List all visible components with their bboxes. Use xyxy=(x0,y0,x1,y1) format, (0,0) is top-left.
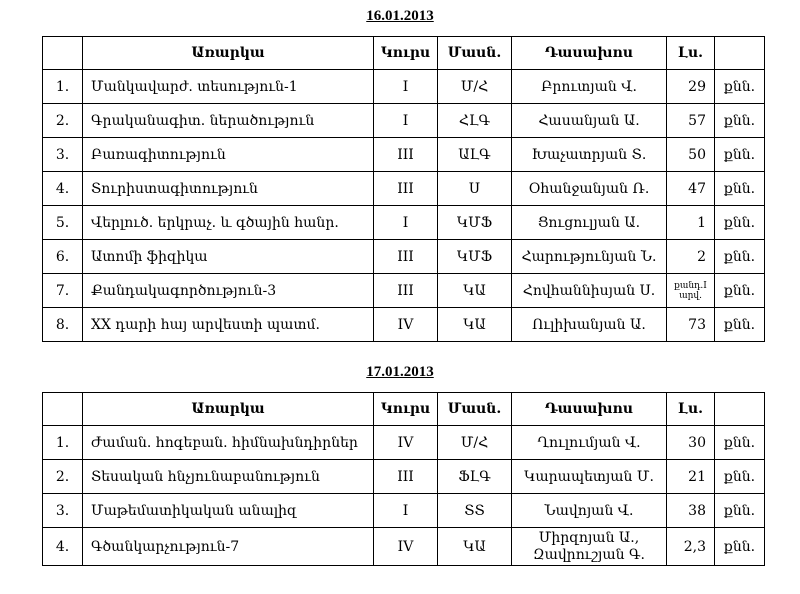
row-unit: քնն. xyxy=(715,274,765,308)
row-subject: Տեսական հնչյունաբանություն xyxy=(83,460,374,494)
row-lecturer: Օհանջանյան Ռ. xyxy=(512,172,667,206)
row-room: քանդ.I արվ. xyxy=(667,274,715,308)
table-row xyxy=(43,70,765,104)
row-course: III xyxy=(374,240,438,274)
row-subject: Քանդակագործություն-3 xyxy=(83,274,374,308)
row-unit: քնն. xyxy=(715,206,765,240)
table-row xyxy=(43,528,765,566)
table-row xyxy=(43,426,765,460)
row-unit: քնն. xyxy=(715,172,765,206)
row-course: I xyxy=(374,70,438,104)
row-spec: ՖԼԳ xyxy=(438,460,512,494)
table-row xyxy=(43,240,765,274)
header-unit xyxy=(715,393,765,426)
row-lecturer: Ղուլումյան Վ. xyxy=(512,426,667,460)
row-room: 57 xyxy=(667,104,715,138)
row-num: 4. xyxy=(43,172,83,206)
row-spec: ԿԱ xyxy=(438,308,512,342)
header-room: Լս. xyxy=(667,393,715,426)
row-spec: ՏՏ xyxy=(438,494,512,528)
table-row xyxy=(43,308,765,342)
row-subject: Մանկավարժ. տեսություն-1 xyxy=(83,70,374,104)
row-num: 3. xyxy=(43,138,83,172)
row-room: 30 xyxy=(667,426,715,460)
row-subject: Ժաման. հոգեբան. հիմնախնդիրներ xyxy=(83,426,374,460)
row-course: I xyxy=(374,206,438,240)
schedule-table xyxy=(42,36,765,342)
row-subject: XX դարի հայ արվեստի պատմ. xyxy=(83,308,374,342)
row-unit: քնն. xyxy=(715,240,765,274)
row-unit: քնն. xyxy=(715,494,765,528)
row-unit: քնն. xyxy=(715,460,765,494)
table-row xyxy=(43,104,765,138)
row-spec: ՀԼԳ xyxy=(438,104,512,138)
row-spec: ԿԱ xyxy=(438,528,512,566)
row-course: IV xyxy=(374,308,438,342)
row-course: I xyxy=(374,494,438,528)
row-lecturer: Բրուտյան Վ. xyxy=(512,70,667,104)
row-course: IV xyxy=(374,426,438,460)
header-lecturer: Դասախոս xyxy=(512,393,667,426)
row-num: 4. xyxy=(43,528,83,566)
row-spec: Մ/Հ xyxy=(438,426,512,460)
row-course: III xyxy=(374,460,438,494)
row-room: 73 xyxy=(667,308,715,342)
schedule-table xyxy=(42,392,765,566)
row-num: 2. xyxy=(43,104,83,138)
day-title: 16.01.2013 xyxy=(366,8,434,24)
row-num: 5. xyxy=(43,206,83,240)
row-room: 2,3 xyxy=(667,528,715,566)
row-subject: Բառագիտություն xyxy=(83,138,374,172)
header-num xyxy=(43,393,83,426)
row-room: 47 xyxy=(667,172,715,206)
row-unit: քնն. xyxy=(715,70,765,104)
header-course: Կուրս xyxy=(374,393,438,426)
row-unit: քնն. xyxy=(715,528,765,566)
row-room: 29 xyxy=(667,70,715,104)
header-row xyxy=(43,37,765,70)
row-lecturer: Հարությունյան Ն. xyxy=(512,240,667,274)
row-num: 2. xyxy=(43,460,83,494)
row-lecturer: Միրզոյան Ա., Զավրուշյան Գ. xyxy=(512,528,667,566)
table-row xyxy=(43,274,765,308)
row-course: III xyxy=(374,138,438,172)
header-row xyxy=(43,393,765,426)
header-spec: Մասն. xyxy=(438,37,512,70)
row-room: 1 xyxy=(667,206,715,240)
table-row xyxy=(43,460,765,494)
row-course: I xyxy=(374,104,438,138)
row-spec: ԿԱ xyxy=(438,274,512,308)
row-num: 8. xyxy=(43,308,83,342)
table-row xyxy=(43,206,765,240)
row-unit: քնն. xyxy=(715,104,765,138)
row-spec: Մ/Հ xyxy=(438,70,512,104)
row-room: 50 xyxy=(667,138,715,172)
row-lecturer: Նավոյան Վ. xyxy=(512,494,667,528)
row-subject: Տուրիստագիտություն xyxy=(83,172,374,206)
row-spec: ԱԼԳ xyxy=(438,138,512,172)
row-num: 1. xyxy=(43,426,83,460)
row-lecturer: Ցուցուլյան Ա. xyxy=(512,206,667,240)
row-num: 7. xyxy=(43,274,83,308)
header-room: Լս. xyxy=(667,37,715,70)
row-subject: Գծանկարչություն-7 xyxy=(83,528,374,566)
table-row xyxy=(43,172,765,206)
row-spec: ԿՄՖ xyxy=(438,240,512,274)
row-subject: Մաթեմատիկական անալիզ xyxy=(83,494,374,528)
row-num: 1. xyxy=(43,70,83,104)
row-num: 3. xyxy=(43,494,83,528)
row-lecturer: Կարապետյան Մ. xyxy=(512,460,667,494)
row-unit: քնն. xyxy=(715,308,765,342)
header-lecturer: Դասախոս xyxy=(512,37,667,70)
header-spec: Մասն. xyxy=(438,393,512,426)
row-room: 38 xyxy=(667,494,715,528)
header-subject: Առարկա xyxy=(83,393,374,426)
table-row xyxy=(43,138,765,172)
row-lecturer: Խաչատրյան Տ. xyxy=(512,138,667,172)
row-num: 6. xyxy=(43,240,83,274)
row-room: 2 xyxy=(667,240,715,274)
row-subject: Վերլուծ. երկրաչ. և գծային հանր. xyxy=(83,206,374,240)
row-spec: Ս xyxy=(438,172,512,206)
row-course: III xyxy=(374,274,438,308)
header-num xyxy=(43,37,83,70)
header-unit xyxy=(715,37,765,70)
row-room: 21 xyxy=(667,460,715,494)
table-row xyxy=(43,494,765,528)
row-spec: ԿՄՖ xyxy=(438,206,512,240)
day-title: 17.01.2013 xyxy=(366,364,434,380)
row-unit: քնն. xyxy=(715,426,765,460)
row-course: IV xyxy=(374,528,438,566)
row-subject: Գրականագիտ. ներածություն xyxy=(83,104,374,138)
header-course: Կուրս xyxy=(374,37,438,70)
row-subject: Ատոմի ֆիզիկա xyxy=(83,240,374,274)
header-subject: Առարկա xyxy=(83,37,374,70)
row-unit: քնն. xyxy=(715,138,765,172)
row-lecturer: Հովհաննիսյան Ս. xyxy=(512,274,667,308)
row-course: III xyxy=(374,172,438,206)
row-lecturer: Ուլիխանյան Ա. xyxy=(512,308,667,342)
row-lecturer: Հասանյան Ա. xyxy=(512,104,667,138)
